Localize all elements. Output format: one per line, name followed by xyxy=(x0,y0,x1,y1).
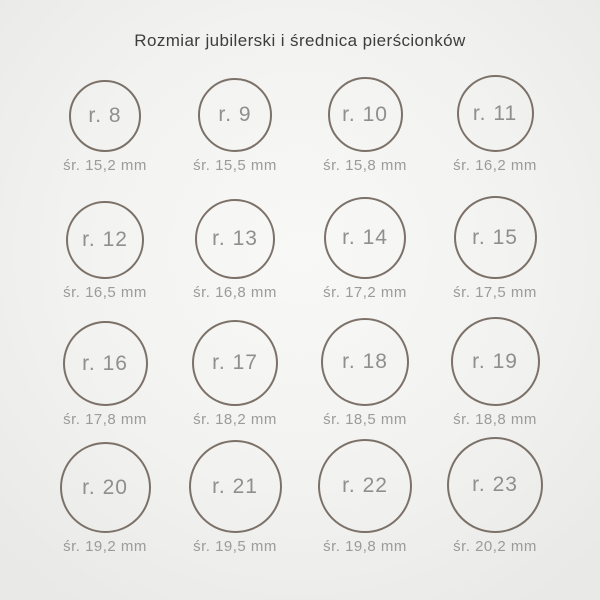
ring-size-label: r. 20 xyxy=(82,475,128,499)
ring-size-label: r. 17 xyxy=(212,351,258,374)
ring-circle xyxy=(66,201,144,279)
ring-size-label: r. 14 xyxy=(342,226,388,249)
ring-size-label: r. 15 xyxy=(472,225,518,249)
ring-size-label: r. 11 xyxy=(472,101,518,125)
ring-size-label: r. 12 xyxy=(82,228,128,251)
ring-size-cell xyxy=(430,48,560,175)
ring-circle xyxy=(321,318,409,406)
ring-diameter-label: śr. 15,2 mm xyxy=(63,157,147,174)
ring-circle xyxy=(189,440,282,533)
ring-size-cell xyxy=(300,302,430,429)
ring-diameter-label: śr. 20,2 mm xyxy=(453,538,537,555)
ring-circle xyxy=(63,321,148,406)
ring-size-cell xyxy=(40,429,170,556)
ring-diameter-label: śr. 17,2 mm xyxy=(323,284,407,301)
ring-size-label: r. 8 xyxy=(88,104,122,127)
ring-size-label: r. 18 xyxy=(342,350,388,373)
ring-diameter-label: śr. 19,8 mm xyxy=(323,538,407,555)
ring-size-grid xyxy=(40,48,560,556)
ring-size-cell xyxy=(300,48,430,175)
ring-size-cell xyxy=(40,48,170,175)
ring-circle xyxy=(198,78,272,152)
ring-size-cell xyxy=(170,429,300,556)
ring-diameter-label: śr. 15,8 mm xyxy=(323,157,407,174)
ring-diameter-label: śr. 17,8 mm xyxy=(63,411,147,428)
ring-circle xyxy=(324,197,406,279)
ring-diameter-label: śr. 18,5 mm xyxy=(323,411,407,428)
ring-size-label: r. 9 xyxy=(218,103,252,126)
ring-circle xyxy=(457,75,534,152)
ring-size-cell xyxy=(170,175,300,302)
ring-diameter-label: śr. 18,8 mm xyxy=(453,411,537,428)
ring-circle xyxy=(60,442,151,533)
ring-size-cell xyxy=(430,175,560,302)
ring-size-label: r. 22 xyxy=(342,474,388,497)
ring-diameter-label: śr. 18,2 mm xyxy=(193,411,277,428)
ring-circle xyxy=(318,439,412,533)
ring-size-cell xyxy=(170,48,300,175)
ring-size-label: r. 16 xyxy=(82,351,128,375)
ring-size-label: r. 21 xyxy=(212,474,258,498)
ring-size-cell xyxy=(300,429,430,556)
ring-size-label: r. 13 xyxy=(212,227,258,250)
ring-size-cell xyxy=(430,302,560,429)
page-title: Rozmiar jubilerski i średnica pierścionków xyxy=(134,31,466,50)
ring-size-cell xyxy=(430,429,560,556)
ring-size-label: r. 23 xyxy=(472,473,518,496)
ring-size-label: r. 19 xyxy=(472,349,518,373)
ring-circle xyxy=(454,196,537,279)
ring-diameter-label: śr. 17,5 mm xyxy=(453,284,537,301)
ring-diameter-label: śr. 16,5 mm xyxy=(63,284,147,301)
ring-size-cell xyxy=(300,175,430,302)
ring-diameter-label: śr. 15,5 mm xyxy=(193,157,277,174)
ring-diameter-label: śr. 16,8 mm xyxy=(193,284,277,301)
ring-diameter-label: śr. 19,5 mm xyxy=(193,538,277,555)
ring-size-cell xyxy=(170,302,300,429)
ring-size-cell xyxy=(40,302,170,429)
ring-circle xyxy=(447,437,543,533)
ring-circle xyxy=(195,199,275,279)
ring-circle xyxy=(451,317,540,406)
ring-circle xyxy=(192,320,278,406)
ring-circle xyxy=(328,77,403,152)
ring-diameter-label: śr. 19,2 mm xyxy=(63,538,147,555)
ring-diameter-label: śr. 16,2 mm xyxy=(453,157,537,174)
ring-size-cell xyxy=(40,175,170,302)
ring-circle xyxy=(69,80,141,152)
ring-size-label: r. 10 xyxy=(342,102,388,126)
